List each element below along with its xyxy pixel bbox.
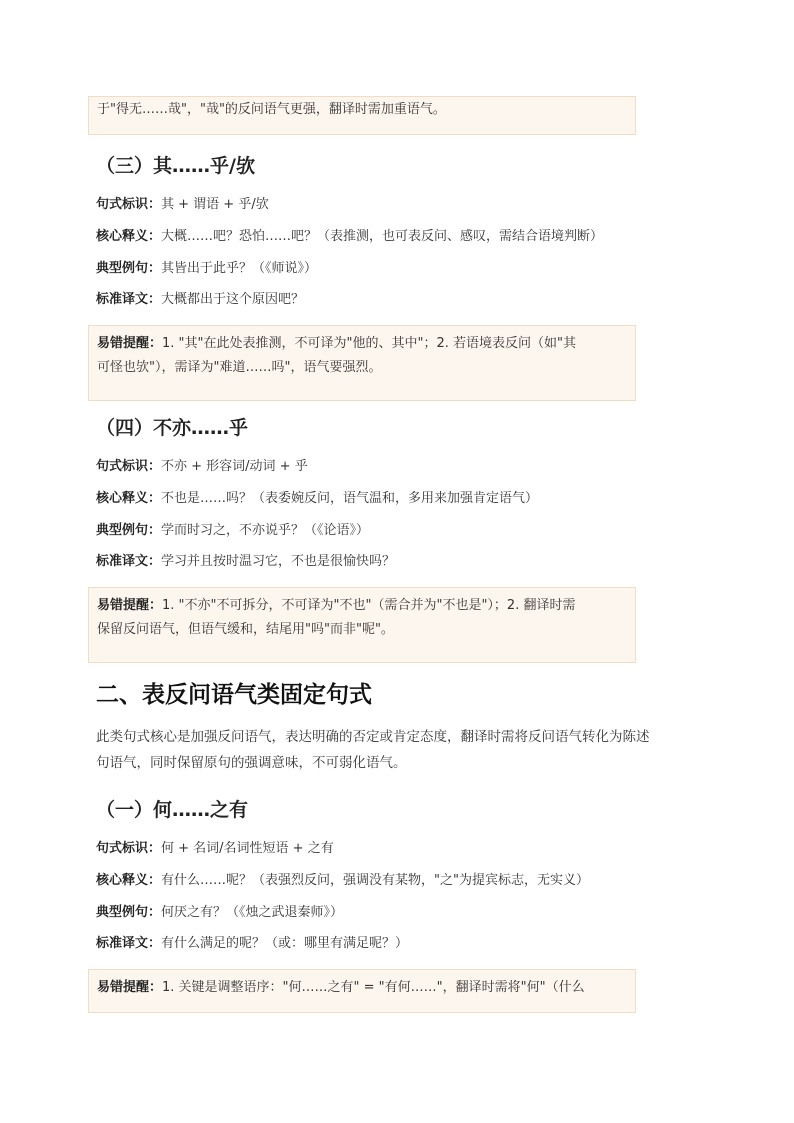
sec1-translation-row — [96, 935, 408, 953]
sec1-pattern: 何 + 名词/名词性短语 + 之有 — [161, 841, 334, 856]
example-label: 典型例句： — [96, 905, 162, 920]
tip-label: 易错提醒： — [97, 980, 163, 995]
section-1-title: （一）何……之有 — [96, 799, 249, 821]
part-2-intro-line1: 此类句式核心是加强反问语气，表达明确的否定或肯定态度，翻译时需将反问语气转化为陈述 — [96, 729, 650, 745]
sec4-tip-line1 — [97, 594, 621, 618]
tip-top-text: 于"得无……哉"，"哉"的反问语气更强，翻译时需加重语气。 — [97, 102, 446, 117]
sec1-tip-text-1: 1. 关键是调整语序："何……之有" = "有何……"，翻译时需将"何"（什么 — [162, 980, 585, 995]
sec4-tip-text-1: 1. "不亦"不可拆分，不可译为"不也"（需合并为"不也是"）；2. 翻译时需 — [162, 598, 576, 613]
meaning-label: 核心释义： — [96, 873, 162, 888]
sec3-tip-line2: 可怪也欤"），需译为"难道……吗"，语气要强烈。 — [97, 360, 382, 375]
sec1-translation: 有什么满足的呢？（或：哪里有满足呢？） — [161, 936, 409, 951]
sec3-tip-line1 — [97, 332, 621, 356]
example-label: 典型例句： — [96, 261, 162, 276]
sec1-tip-box — [88, 969, 636, 1013]
sec3-example-row — [96, 260, 317, 278]
sec1-meaning: 有什么……呢？（表强烈反问，强调没有某物，"之"为提宾标志，无实义） — [161, 873, 589, 888]
sec3-example: 其皆出于此乎？（《师说》） — [161, 261, 318, 276]
sec4-meaning: 不也是……吗？（表委婉反问，语气温和，多用来加强肯定语气） — [161, 491, 539, 506]
sec1-tip-line1 — [97, 976, 621, 1000]
sec3-translation: 大概都出于这个原因吧？ — [161, 292, 305, 307]
sec4-tip-box — [88, 587, 636, 663]
sec1-example-row — [96, 904, 343, 922]
section-3-title: （三）其……乎/欤 — [96, 155, 255, 177]
sec1-pattern-row — [96, 840, 334, 858]
translation-label: 标准译文： — [96, 554, 162, 569]
sec3-pattern: 其 + 谓语 + 乎/欤 — [161, 197, 269, 212]
pattern-label: 句式标识： — [96, 459, 162, 474]
tip-box-top — [88, 96, 636, 135]
pattern-label: 句式标识： — [96, 841, 162, 856]
sec3-tip-text-1: 1. "其"在此处表推测，不可译为"他的、其中"；2. 若语境表反问（如"其 — [162, 336, 576, 351]
sec3-meaning-row — [96, 228, 603, 246]
sec3-tip-box — [88, 325, 636, 401]
sec1-example: 何厌之有？（《烛之武退秦师》） — [161, 905, 344, 920]
sec4-pattern-row — [96, 458, 308, 476]
sec3-pattern-row — [96, 196, 269, 214]
pattern-label: 句式标识： — [96, 197, 162, 212]
sec4-example: 学而时习之，不亦说乎？（《论语》） — [161, 523, 370, 538]
sec3-meaning: 大概……吧？恐怕……吧？（表推测，也可表反问、感叹，需结合语境判断） — [161, 229, 604, 244]
example-label: 典型例句： — [96, 523, 162, 538]
part-2-intro-line2: 句语气，同时保留原句的强调意味，不可弱化语气。 — [96, 755, 407, 771]
sec4-tip-line2: 保留反问语气，但语气缓和，结尾用"吗"而非"呢"。 — [97, 622, 394, 637]
translation-label: 标准译文： — [96, 292, 162, 307]
sec4-pattern: 不亦 + 形容词/动词 + 乎 — [161, 459, 308, 474]
tip-label: 易错提醒： — [97, 598, 163, 613]
translation-label: 标准译文： — [96, 936, 162, 951]
sec4-example-row — [96, 522, 369, 540]
meaning-label: 核心释义： — [96, 491, 162, 506]
meaning-label: 核心释义： — [96, 229, 162, 244]
section-4-title: （四）不亦……乎 — [96, 417, 249, 439]
sec4-meaning-row — [96, 490, 538, 508]
sec1-meaning-row — [96, 872, 589, 890]
part-2-intro — [96, 724, 706, 776]
tip-label: 易错提醒： — [97, 336, 163, 351]
sec3-translation-row — [96, 291, 304, 309]
part-2-title: 二、表反问语气类固定句式 — [96, 682, 372, 708]
sec4-translation: 学习并且按时温习它，不也是很愉快吗？ — [161, 554, 396, 569]
sec4-translation-row — [96, 553, 395, 571]
